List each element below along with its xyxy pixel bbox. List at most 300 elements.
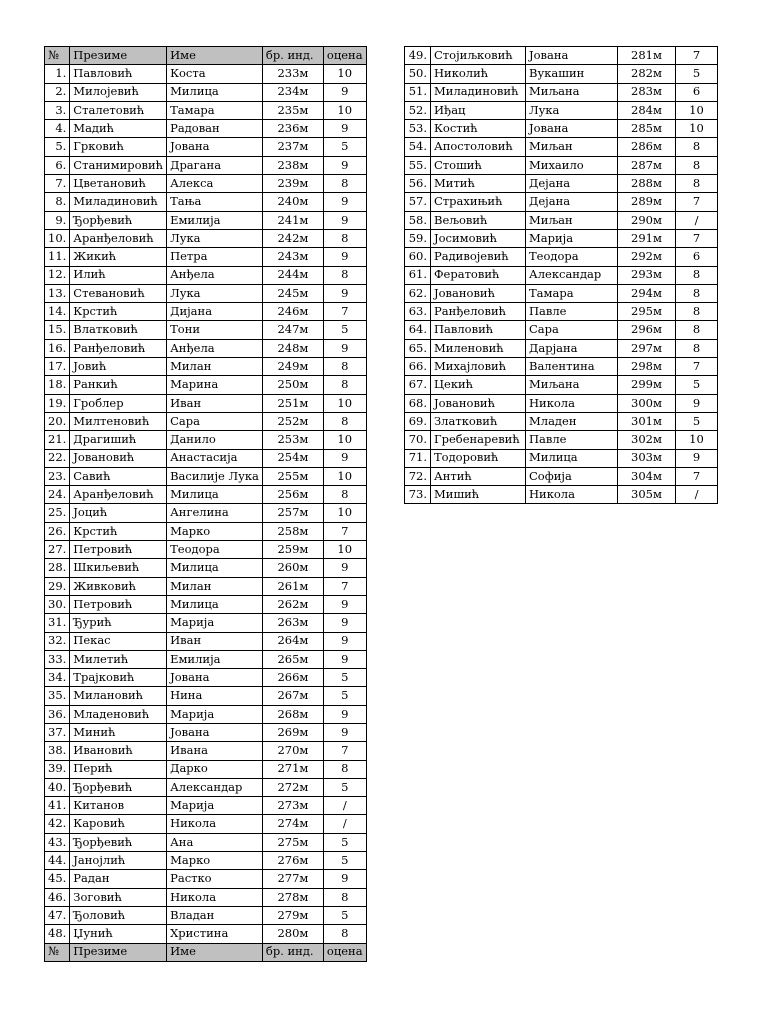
surname-cell: Младеновић — [70, 705, 167, 723]
grade-cell: 9 — [323, 705, 366, 723]
table-row — [45, 449, 367, 467]
row-number: 49. — [405, 47, 431, 65]
grade-cell: 8 — [323, 358, 366, 376]
table-row — [45, 467, 367, 485]
footer-name: Име — [167, 943, 263, 961]
surname-cell: Милтеновић — [70, 412, 167, 430]
grade-cell: 8 — [676, 138, 718, 156]
grade-cell: 8 — [323, 888, 366, 906]
table-row — [45, 266, 367, 284]
grade-cell: 5 — [323, 669, 366, 687]
surname-cell: Џунић — [70, 925, 167, 943]
grade-cell: / — [676, 486, 718, 504]
row-number: 60. — [405, 248, 431, 266]
index-cell: 288м — [618, 175, 676, 193]
name-cell: Никола — [526, 486, 618, 504]
name-cell: Јована — [167, 723, 263, 741]
index-cell: 259м — [262, 541, 323, 559]
table-row — [45, 577, 367, 595]
index-cell: 287м — [618, 156, 676, 174]
surname-cell: Јанојлић — [70, 852, 167, 870]
row-number: 51. — [405, 83, 431, 101]
name-cell: Милица — [167, 595, 263, 613]
surname-cell: Јоцић — [70, 504, 167, 522]
table-row — [405, 467, 718, 485]
surname-cell: Драгишић — [70, 431, 167, 449]
grade-cell: 8 — [323, 229, 366, 247]
surname-cell: Јовановић — [431, 284, 526, 302]
row-number: 46. — [45, 888, 70, 906]
index-cell: 272м — [262, 778, 323, 796]
row-number: 24. — [45, 486, 70, 504]
row-number: 52. — [405, 101, 431, 119]
index-cell: 281м — [618, 47, 676, 65]
row-number: 28. — [45, 559, 70, 577]
index-cell: 300м — [618, 394, 676, 412]
table-row — [405, 394, 718, 412]
name-cell: Растко — [167, 870, 263, 888]
grade-cell: 5 — [323, 833, 366, 851]
table-row — [405, 321, 718, 339]
surname-cell: Николић — [431, 65, 526, 83]
table-row — [45, 595, 367, 613]
name-cell: Петра — [167, 248, 263, 266]
index-cell: 260м — [262, 559, 323, 577]
surname-cell: Иђац — [431, 101, 526, 119]
table-row — [45, 614, 367, 632]
table-row — [45, 669, 367, 687]
name-cell: Емилија — [167, 650, 263, 668]
surname-cell: Михајловић — [431, 358, 526, 376]
index-cell: 262м — [262, 595, 323, 613]
name-cell: Павле — [526, 303, 618, 321]
table-row — [405, 229, 718, 247]
name-cell: Анђела — [167, 339, 263, 357]
surname-cell: Крстић — [70, 303, 167, 321]
table-row — [45, 321, 367, 339]
name-cell: Дијана — [167, 303, 263, 321]
index-cell: 271м — [262, 760, 323, 778]
index-cell: 246м — [262, 303, 323, 321]
grade-cell: 8 — [676, 266, 718, 284]
grade-cell: 8 — [323, 760, 366, 778]
index-cell: 290м — [618, 211, 676, 229]
table-row — [45, 175, 367, 193]
surname-cell: Мишић — [431, 486, 526, 504]
row-number: 64. — [405, 321, 431, 339]
surname-cell: Вељовић — [431, 211, 526, 229]
surname-cell: Живковић — [70, 577, 167, 595]
table-row — [45, 778, 367, 796]
footer-surname: Презиме — [70, 943, 167, 961]
grade-cell: 9 — [323, 248, 366, 266]
row-number: 13. — [45, 284, 70, 302]
name-cell: Павле — [526, 431, 618, 449]
table-row — [45, 65, 367, 83]
table-row — [45, 687, 367, 705]
grade-cell: 8 — [323, 175, 366, 193]
index-cell: 251м — [262, 394, 323, 412]
grade-cell: 9 — [323, 193, 366, 211]
table-row — [405, 248, 718, 266]
index-cell: 235м — [262, 101, 323, 119]
index-cell: 253м — [262, 431, 323, 449]
row-number: 37. — [45, 723, 70, 741]
row-number: 38. — [45, 742, 70, 760]
row-number: 8. — [45, 193, 70, 211]
name-cell: Јована — [526, 120, 618, 138]
left-table-body — [45, 65, 367, 943]
name-cell: Марија — [167, 614, 263, 632]
table-row — [45, 760, 367, 778]
surname-cell: Каровић — [70, 815, 167, 833]
index-cell: 284м — [618, 101, 676, 119]
row-number: 12. — [45, 266, 70, 284]
row-number: 10. — [45, 229, 70, 247]
surname-cell: Петровић — [70, 541, 167, 559]
row-number: 53. — [405, 120, 431, 138]
table-row — [45, 815, 367, 833]
surname-cell: Милановић — [70, 687, 167, 705]
name-cell: Младен — [526, 412, 618, 430]
header-index: бр. инд. — [262, 47, 323, 65]
index-cell: 299м — [618, 376, 676, 394]
name-cell: Дарјана — [526, 339, 618, 357]
row-number: 32. — [45, 632, 70, 650]
index-cell: 239м — [262, 175, 323, 193]
table-row — [45, 284, 367, 302]
grade-cell: 7 — [323, 303, 366, 321]
row-number: 20. — [45, 412, 70, 430]
row-number: 67. — [405, 376, 431, 394]
surname-cell: Павловић — [70, 65, 167, 83]
table-row — [45, 852, 367, 870]
row-number: 50. — [405, 65, 431, 83]
index-cell: 303м — [618, 449, 676, 467]
grade-cell: 9 — [323, 120, 366, 138]
name-cell: Алекса — [167, 175, 263, 193]
grade-cell: 7 — [323, 742, 366, 760]
grade-cell: 10 — [323, 101, 366, 119]
row-number: 57. — [405, 193, 431, 211]
name-cell: Марко — [167, 522, 263, 540]
index-cell: 263м — [262, 614, 323, 632]
index-cell: 233м — [262, 65, 323, 83]
name-cell: Милан — [167, 577, 263, 595]
index-cell: 302м — [618, 431, 676, 449]
index-cell: 292м — [618, 248, 676, 266]
index-cell: 265м — [262, 650, 323, 668]
table-row — [45, 888, 367, 906]
name-cell: Милица — [167, 83, 263, 101]
index-cell: 266м — [262, 669, 323, 687]
row-number: 42. — [45, 815, 70, 833]
table-row — [405, 175, 718, 193]
name-cell: Тамара — [526, 284, 618, 302]
grade-cell: 8 — [323, 486, 366, 504]
row-number: 16. — [45, 339, 70, 357]
name-cell: Миљана — [526, 376, 618, 394]
grade-cell: 10 — [676, 120, 718, 138]
name-cell: Јована — [167, 138, 263, 156]
row-number: 43. — [45, 833, 70, 851]
name-cell: Никола — [167, 815, 263, 833]
grade-cell: 5 — [676, 65, 718, 83]
index-cell: 277м — [262, 870, 323, 888]
index-cell: 279м — [262, 906, 323, 924]
grade-cell: 8 — [676, 321, 718, 339]
surname-cell: Митић — [431, 175, 526, 193]
header-name: Име — [167, 47, 263, 65]
index-cell: 301м — [618, 412, 676, 430]
row-number: 63. — [405, 303, 431, 321]
row-number: 34. — [45, 669, 70, 687]
surname-cell: Ђурић — [70, 614, 167, 632]
index-cell: 236м — [262, 120, 323, 138]
table-row — [405, 156, 718, 174]
row-number: 3. — [45, 101, 70, 119]
row-number: 5. — [45, 138, 70, 156]
grade-cell: 9 — [676, 449, 718, 467]
row-number: 41. — [45, 797, 70, 815]
surname-cell: Ранђеловић — [70, 339, 167, 357]
row-number: 21. — [45, 431, 70, 449]
surname-cell: Мадић — [70, 120, 167, 138]
name-cell: Валентина — [526, 358, 618, 376]
index-cell: 282м — [618, 65, 676, 83]
grade-cell: 10 — [676, 431, 718, 449]
row-number: 1. — [45, 65, 70, 83]
surname-cell: Савић — [70, 467, 167, 485]
index-cell: 286м — [618, 138, 676, 156]
table-row — [45, 101, 367, 119]
surname-cell: Ђоловић — [70, 906, 167, 924]
table-row — [45, 138, 367, 156]
name-cell: Никола — [526, 394, 618, 412]
name-cell: Теодора — [526, 248, 618, 266]
table-row — [405, 449, 718, 467]
surname-cell: Фератовић — [431, 266, 526, 284]
grade-cell: 9 — [323, 339, 366, 357]
grade-cell: 9 — [323, 156, 366, 174]
index-cell: 293м — [618, 266, 676, 284]
row-number: 14. — [45, 303, 70, 321]
surname-cell: Минић — [70, 723, 167, 741]
row-number: 25. — [45, 504, 70, 522]
row-number: 18. — [45, 376, 70, 394]
table-row — [45, 120, 367, 138]
surname-cell: Миленовић — [431, 339, 526, 357]
table-row — [45, 522, 367, 540]
index-cell: 297м — [618, 339, 676, 357]
table-row — [45, 339, 367, 357]
surname-cell: Влатковић — [70, 321, 167, 339]
surname-cell: Аранђеловић — [70, 229, 167, 247]
surname-cell: Жикић — [70, 248, 167, 266]
grade-cell: 8 — [676, 303, 718, 321]
row-number: 73. — [405, 486, 431, 504]
index-cell: 289м — [618, 193, 676, 211]
surname-cell: Апостоловић — [431, 138, 526, 156]
index-cell: 267м — [262, 687, 323, 705]
grade-cell: 8 — [323, 925, 366, 943]
grade-cell: 9 — [323, 870, 366, 888]
name-cell: Тони — [167, 321, 263, 339]
row-number: 55. — [405, 156, 431, 174]
row-number: 58. — [405, 211, 431, 229]
grade-cell: 7 — [676, 193, 718, 211]
index-cell: 269м — [262, 723, 323, 741]
grade-cell: 5 — [323, 906, 366, 924]
name-cell: Марко — [167, 852, 263, 870]
grade-cell: 10 — [323, 467, 366, 485]
table-row — [45, 705, 367, 723]
table-row — [45, 376, 367, 394]
row-number: 30. — [45, 595, 70, 613]
grade-cell: 9 — [323, 614, 366, 632]
row-number: 22. — [45, 449, 70, 467]
name-cell: Анастасија — [167, 449, 263, 467]
index-cell: 294м — [618, 284, 676, 302]
index-cell: 245м — [262, 284, 323, 302]
surname-cell: Стошић — [431, 156, 526, 174]
row-number: 4. — [45, 120, 70, 138]
table-row — [405, 193, 718, 211]
right-table-body — [405, 47, 718, 504]
row-number: 48. — [45, 925, 70, 943]
row-number: 7. — [45, 175, 70, 193]
index-cell: 276м — [262, 852, 323, 870]
table-row — [405, 284, 718, 302]
table-row — [45, 358, 367, 376]
index-cell: 295м — [618, 303, 676, 321]
index-cell: 273м — [262, 797, 323, 815]
table-row — [45, 504, 367, 522]
table-row — [405, 138, 718, 156]
grade-cell: 9 — [323, 723, 366, 741]
row-number: 54. — [405, 138, 431, 156]
grade-cell: 9 — [323, 211, 366, 229]
grade-cell: / — [323, 815, 366, 833]
index-cell: 280м — [262, 925, 323, 943]
surname-cell: Миладиновић — [431, 83, 526, 101]
name-cell: Христина — [167, 925, 263, 943]
index-cell: 234м — [262, 83, 323, 101]
grade-cell: 10 — [323, 431, 366, 449]
table-row — [405, 303, 718, 321]
table-row — [45, 925, 367, 943]
index-cell: 242м — [262, 229, 323, 247]
footer-grade: оцена — [323, 943, 366, 961]
surname-cell: Петровић — [70, 595, 167, 613]
name-cell: Нина — [167, 687, 263, 705]
name-cell: Сара — [167, 412, 263, 430]
name-cell: Јована — [526, 47, 618, 65]
surname-cell: Радивојевић — [431, 248, 526, 266]
name-cell: Драгана — [167, 156, 263, 174]
name-cell: Дејана — [526, 193, 618, 211]
surname-cell: Китанов — [70, 797, 167, 815]
surname-cell: Шкиљевић — [70, 559, 167, 577]
row-number: 68. — [405, 394, 431, 412]
row-number: 26. — [45, 522, 70, 540]
index-cell: 256м — [262, 486, 323, 504]
grade-cell: 8 — [676, 175, 718, 193]
index-cell: 275м — [262, 833, 323, 851]
grade-cell: 5 — [323, 778, 366, 796]
surname-cell: Златковић — [431, 412, 526, 430]
footer-index: бр. инд. — [262, 943, 323, 961]
name-cell: Дарко — [167, 760, 263, 778]
row-number: 2. — [45, 83, 70, 101]
table-row — [405, 376, 718, 394]
name-cell: Данило — [167, 431, 263, 449]
grade-cell: 7 — [323, 577, 366, 595]
row-number: 36. — [45, 705, 70, 723]
row-number: 35. — [45, 687, 70, 705]
table-footer-row — [45, 943, 367, 961]
table-row — [45, 229, 367, 247]
grade-cell: 10 — [323, 394, 366, 412]
grade-cell: 9 — [323, 559, 366, 577]
surname-cell: Ранкић — [70, 376, 167, 394]
name-cell: Лука — [167, 229, 263, 247]
table-row — [405, 211, 718, 229]
grade-cell: 7 — [323, 522, 366, 540]
table-row — [45, 486, 367, 504]
table-row — [405, 339, 718, 357]
index-cell: 274м — [262, 815, 323, 833]
surname-cell: Костић — [431, 120, 526, 138]
table-row — [405, 358, 718, 376]
grade-cell: / — [676, 211, 718, 229]
row-number: 27. — [45, 541, 70, 559]
row-number: 29. — [45, 577, 70, 595]
name-cell: Марија — [526, 229, 618, 247]
grade-cell: 6 — [676, 248, 718, 266]
grade-cell: / — [323, 797, 366, 815]
name-cell: Миљан — [526, 211, 618, 229]
name-cell: Дејана — [526, 175, 618, 193]
row-number: 45. — [45, 870, 70, 888]
index-cell: 238м — [262, 156, 323, 174]
index-cell: 261м — [262, 577, 323, 595]
surname-cell: Павловић — [431, 321, 526, 339]
grade-cell: 5 — [323, 321, 366, 339]
index-cell: 254м — [262, 449, 323, 467]
surname-cell: Гроблер — [70, 394, 167, 412]
name-cell: Иван — [167, 394, 263, 412]
table-row — [45, 412, 367, 430]
name-cell: Василије Лука — [167, 467, 263, 485]
surname-cell: Милетић — [70, 650, 167, 668]
name-cell: Софија — [526, 467, 618, 485]
surname-cell: Јосимовић — [431, 229, 526, 247]
row-number: 40. — [45, 778, 70, 796]
grade-cell: 7 — [676, 467, 718, 485]
table-row — [45, 797, 367, 815]
surname-cell: Антић — [431, 467, 526, 485]
index-cell: 243м — [262, 248, 323, 266]
table-row — [45, 431, 367, 449]
table-row — [405, 120, 718, 138]
table-row — [405, 47, 718, 65]
row-number: 47. — [45, 906, 70, 924]
name-cell: Теодора — [167, 541, 263, 559]
surname-cell: Јовић — [70, 358, 167, 376]
index-cell: 258м — [262, 522, 323, 540]
name-cell: Владан — [167, 906, 263, 924]
